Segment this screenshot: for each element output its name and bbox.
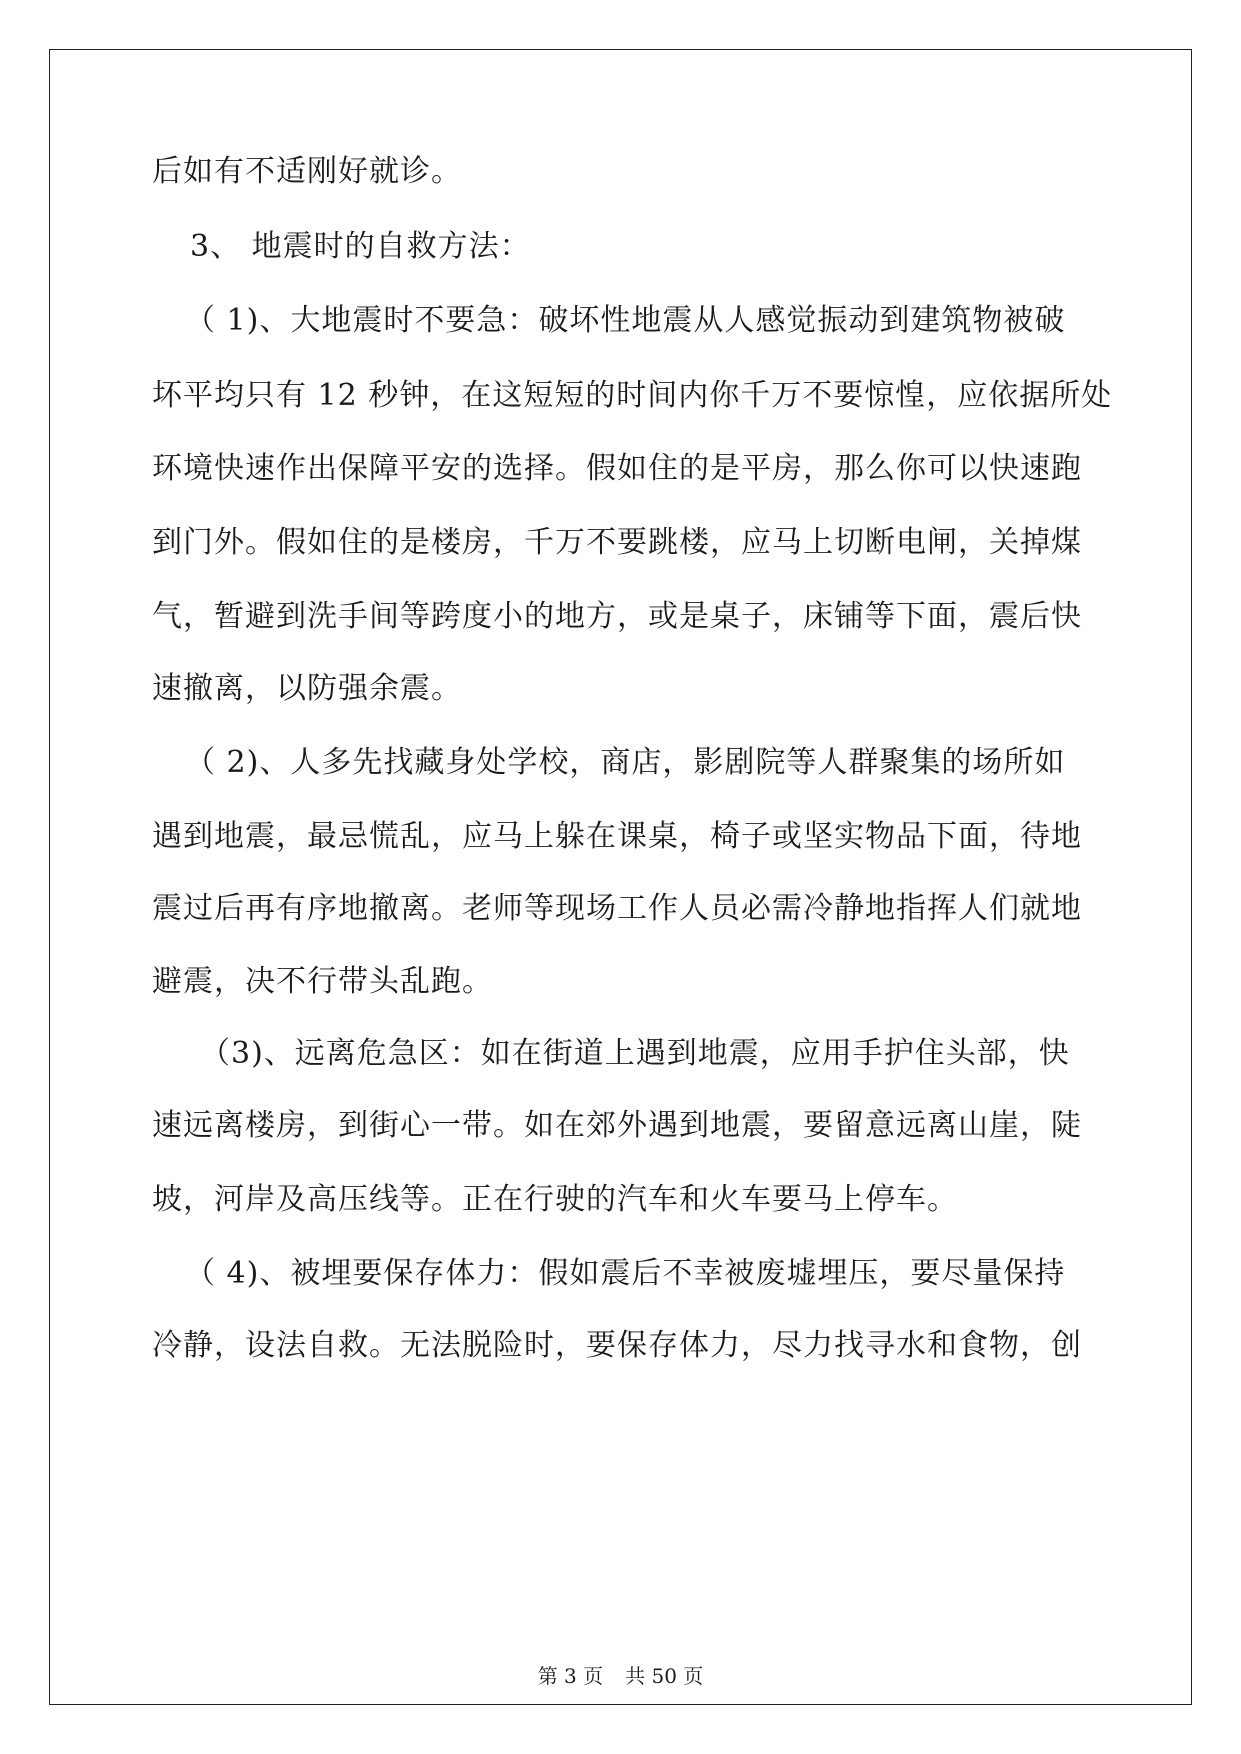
paragraph-line: 避震，决不行带头乱跑。 — [152, 964, 493, 999]
section-heading: 3、 地震时的自救方法： — [190, 229, 531, 264]
paragraph-line: 震过后再有序地撤离。老师等现场工作人员必需冷静地指挥人们就地 — [152, 891, 1082, 926]
paragraph-line: 坏平均只有 12 秒钟，在这短短的时间内你千万不要惊惶，应依据所处 — [152, 378, 1113, 413]
paragraph-line: 坡，河岸及高压线等。正在行驶的汽车和火车要马上停车。 — [152, 1182, 958, 1217]
paragraph-line: （ 2)、人多先找藏身处学校，商店，影剧院等人群聚集的场所如 — [185, 745, 1066, 780]
paragraph-line: 到门外。假如住的是楼房，千万不要跳楼，应马上切断电闸，关掉煤 — [152, 525, 1082, 560]
paragraph-line: 速远离楼房，到街心一带。如在郊外遇到地震，要留意远离山崖，陡 — [152, 1108, 1082, 1143]
paragraph-line: （ 1)、大地震时不要急：破坏性地震从人感觉振动到建筑物被破 — [185, 303, 1066, 338]
page-total: 共 50 页 — [625, 1664, 704, 1688]
paragraph-line: 遇到地震，最忌慌乱，应马上躲在课桌，椅子或坚实物品下面，待地 — [152, 819, 1082, 854]
paragraph-line: 气，暂避到洗手间等跨度小的地方，或是桌子，床铺等下面，震后快 — [152, 599, 1082, 634]
paragraph-line: 冷静，设法自救。无法脱险时，要保存体力，尽力找寻水和食物，创 — [152, 1328, 1082, 1363]
paragraph-line: 环境快速作出保障平安的选择。假如住的是平房，那么你可以快速跑 — [152, 451, 1082, 486]
paragraph-line: （ 4)、被埋要保存体力：假如震后不幸被废墟埋压，要尽量保持 — [185, 1256, 1066, 1291]
page-footer — [0, 1663, 1241, 1689]
text-line: 后如有不适刚好就诊。 — [152, 154, 462, 189]
page-border — [49, 49, 1192, 1705]
page-number: 第 3 页 — [537, 1664, 604, 1688]
paragraph-line: 速撤离，以防强余震。 — [152, 671, 462, 706]
paragraph-line: （3)、远离危急区：如在街道上遇到地震，应用手护住头部，快 — [200, 1036, 1070, 1071]
